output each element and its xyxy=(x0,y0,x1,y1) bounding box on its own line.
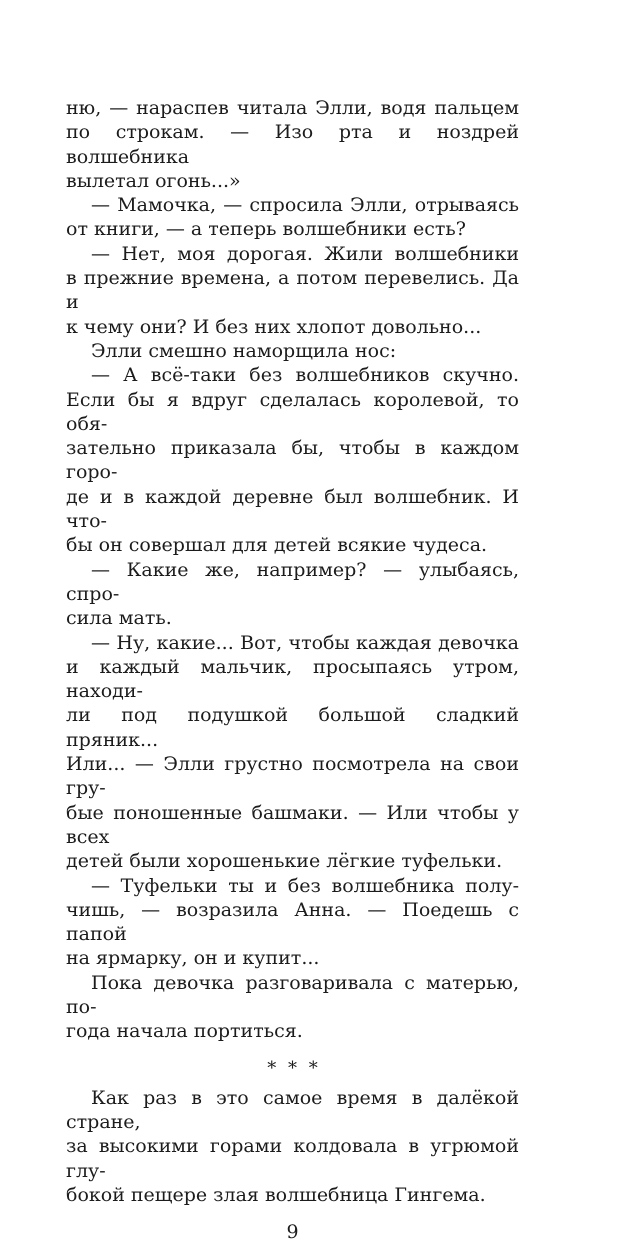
text-line: за высокими горами колдовала в угрюмой глу- xyxy=(66,1135,519,1182)
paragraph xyxy=(66,242,519,339)
text-line: чишь, — возразила Анна. — Поедешь с папой xyxy=(66,898,519,946)
text-line: Или... — Элли грустно посмотрела на свои гру- xyxy=(66,753,519,800)
paragraph xyxy=(66,874,519,971)
text-line: года начала портиться. xyxy=(66,1020,303,1043)
text-line: бые поношенные башмаки. — Или чтобы у всех xyxy=(66,801,519,848)
text-line: Элли смешно наморщила нос: xyxy=(91,339,397,362)
text-line: — Туфельки ты и без волшебника полу- xyxy=(91,874,519,897)
section-separator: * * * xyxy=(267,1057,318,1079)
text-line: ню, — нараспев читала Элли, водя пальцем xyxy=(66,97,519,119)
paragraph xyxy=(66,363,519,557)
text-line: де и в каждой деревне был волшебник. И что- xyxy=(66,485,519,533)
text-line: — Какие же, например? — улыбаясь, спро- xyxy=(66,558,519,605)
text-line: — Нет, моя дорогая. Жили волшебники xyxy=(91,242,519,265)
text-line: в прежние времена, а потом перевелись. Да и xyxy=(66,267,519,314)
paragraph xyxy=(66,339,519,363)
text-line: Пока девочка разговаривала с матерью, по- xyxy=(66,971,519,1018)
text-line: бы он совершал для детей всякие чудеса. xyxy=(66,534,488,557)
text-line: — Мамочка, — спросила Элли, отрываясь xyxy=(91,194,519,217)
text-line: — Ну, какие... Вот, чтобы каждая девочка xyxy=(91,631,519,654)
paragraph xyxy=(66,96,519,193)
page-number: 9 xyxy=(286,1221,299,1244)
text-line: вылетал огонь...» xyxy=(66,169,241,192)
text-line: детей были хорошенькие лёгкие туфельки. xyxy=(66,850,503,873)
paragraphs-top xyxy=(66,96,519,1044)
text-line: к чему они? И без них хлопот довольно... xyxy=(66,315,482,338)
text-line: сила мать. xyxy=(66,607,172,630)
paragraph xyxy=(66,971,519,1044)
text-line: бокой пещере злая волшебница Гингема. xyxy=(66,1184,486,1207)
paragraph xyxy=(66,193,519,242)
text-line: и каждый мальчик, просыпаясь утром, находи- xyxy=(66,655,519,703)
paragraph xyxy=(66,558,519,631)
text-line: зательно приказала бы, чтобы в каждом горо- xyxy=(66,437,519,484)
text-line: от книги, — а теперь волшебники есть? xyxy=(66,218,466,241)
paragraph xyxy=(66,631,519,874)
text-column xyxy=(66,96,519,1245)
text-line: по строкам. — Изо рта и ноздрей волшебника xyxy=(66,121,519,168)
text-line: ли под подушкой большой сладкий пряник... xyxy=(66,704,519,751)
paragraphs-bottom xyxy=(66,1086,519,1207)
text-line: Как раз в это самое время в далёкой стране, xyxy=(66,1086,519,1134)
text-line: Если бы я вдруг сделалась королевой, то обя- xyxy=(66,388,519,435)
text-line: — А всё-таки без волшебников скучно. xyxy=(91,364,519,387)
paragraph xyxy=(66,1086,519,1207)
text-line: на ярмарку, он и купит... xyxy=(66,947,320,970)
